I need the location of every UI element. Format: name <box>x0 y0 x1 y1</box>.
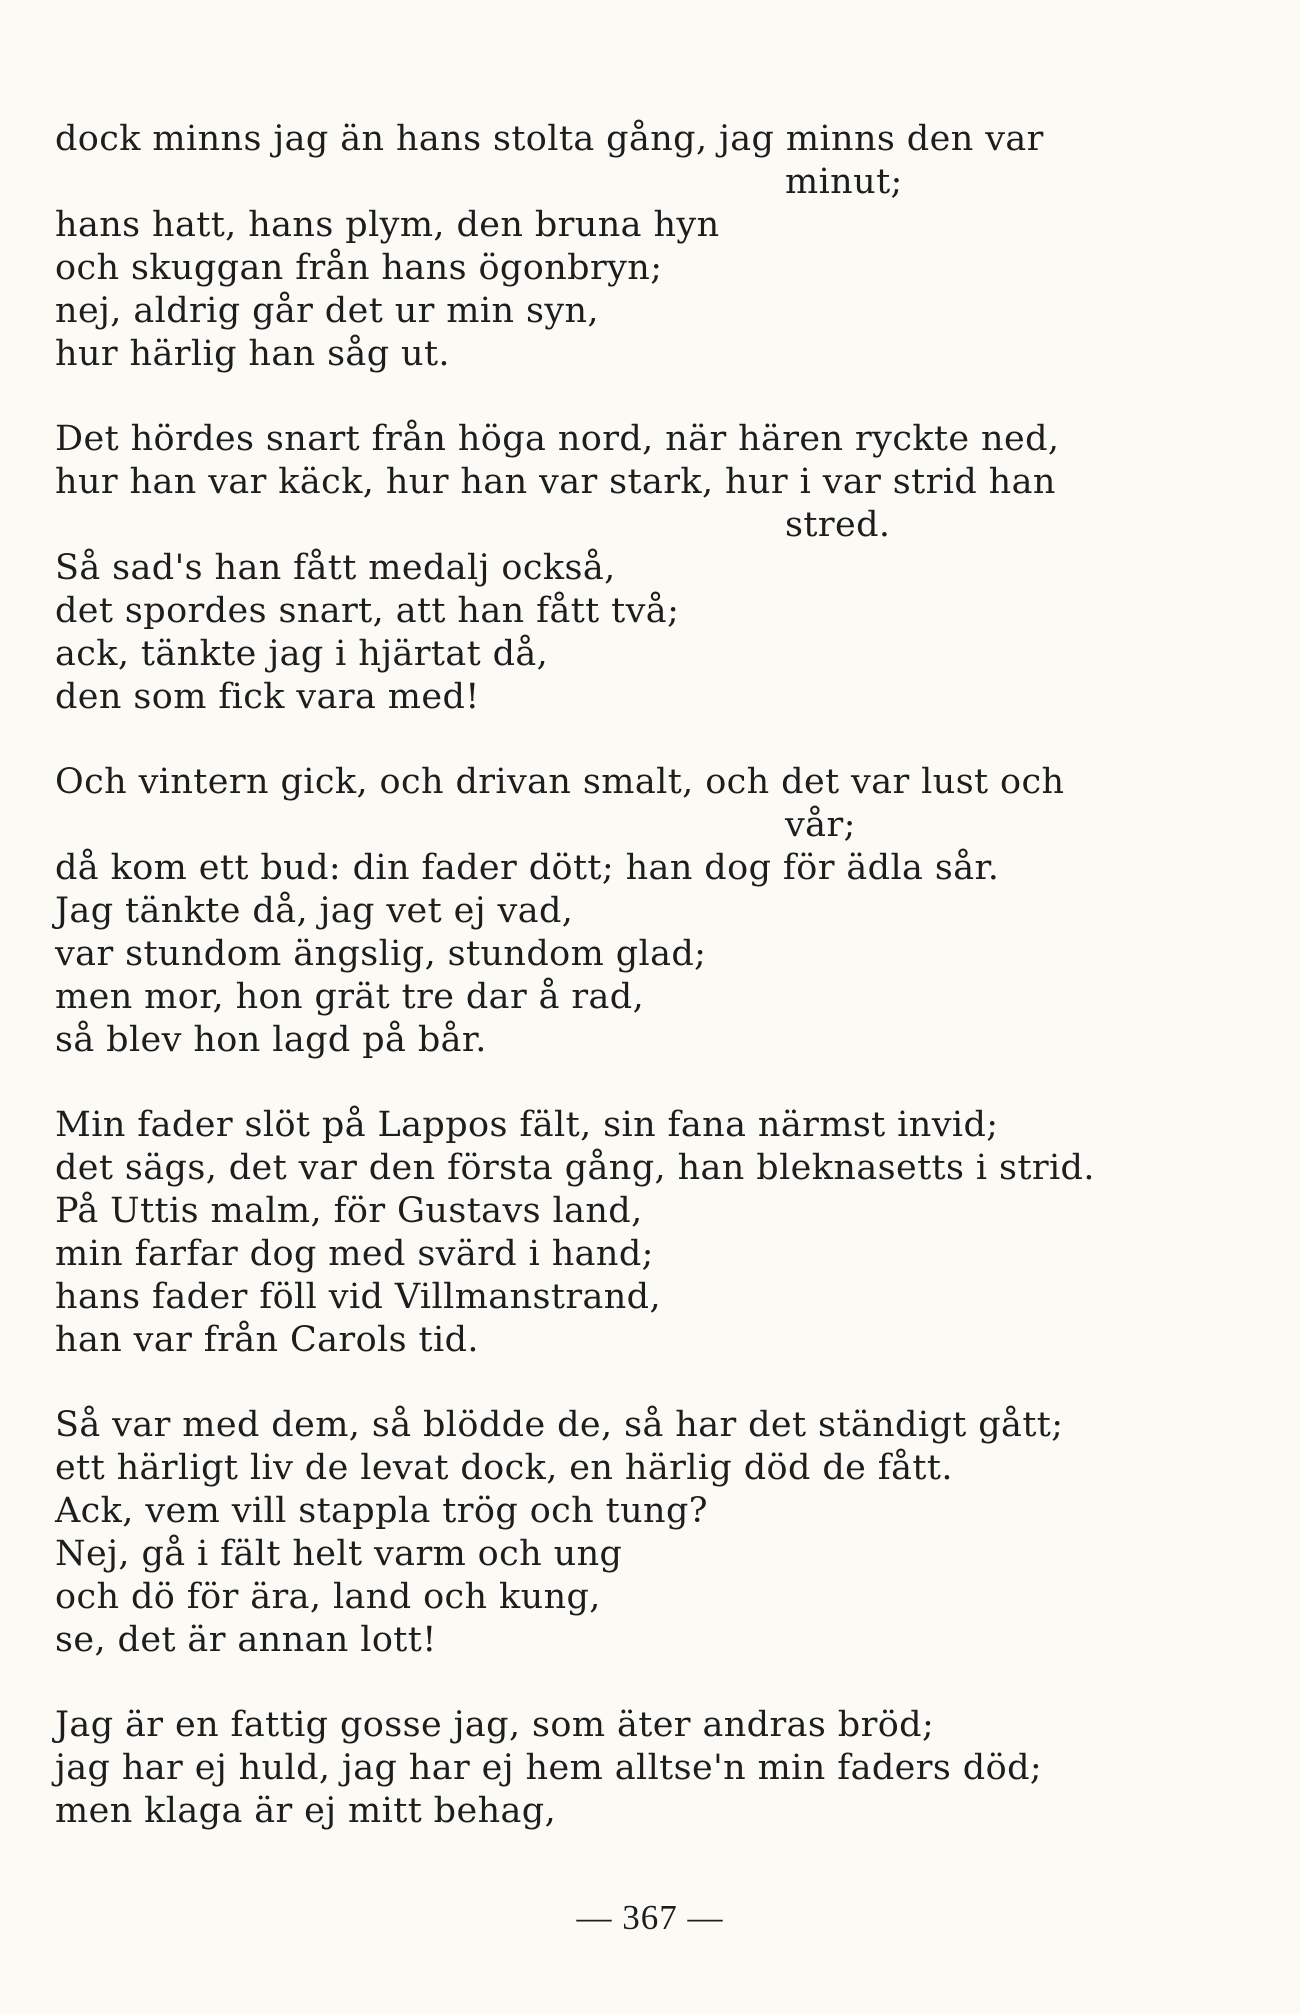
poem-line: det spordes snart, att han fått två; <box>55 591 680 631</box>
poem-line: Det hördes snart från höga nord, när hären ryckte ned, <box>55 419 1060 459</box>
poem-line: den som fick vara med! <box>55 677 480 717</box>
stanza <box>55 761 1145 1062</box>
poem-line: då kom ett bud: din fader dött; han dog för ädla sår. <box>55 848 1000 888</box>
poem-line: Jag tänkte då, jag vet ej vad, <box>55 891 574 931</box>
poem-line: Min fader slöt på Lappos fält, sin fana närmst invid; <box>55 1105 999 1145</box>
poem-line: ett härligt liv de levat dock, en härlig död de fått. <box>55 1448 953 1488</box>
poem-line: jag har ej huld, jag har ej hem alltse'n min faders död; <box>55 1748 1043 1788</box>
stanza <box>55 1404 1145 1662</box>
poem-line-continuation: vår; <box>785 805 856 845</box>
stanza <box>55 1104 1145 1362</box>
poem-line: han var från Carols tid. <box>55 1320 479 1360</box>
poem-line: nej, aldrig går det ur min syn, <box>55 291 599 331</box>
poem-line: Nej, gå i fält helt varm och ung <box>55 1534 623 1574</box>
poem-line: Och vintern gick, och drivan smalt, och det var lust och <box>55 762 1065 802</box>
poem-line: hur härlig han såg ut. <box>55 334 450 374</box>
poem-line: men mor, hon grät tre dar å rad, <box>55 977 645 1017</box>
poem-line: hur han var käck, hur han var stark, hur i var strid han <box>55 462 1056 502</box>
poem-line: Så var med dem, så blödde de, så har det ständigt gått; <box>55 1405 1064 1445</box>
poem-line: ack, tänkte jag i hjärtat då, <box>55 634 549 674</box>
poem-line: min farfar dog med svärd i hand; <box>55 1234 654 1274</box>
poem-line: men klaga är ej mitt behag, <box>55 1791 557 1831</box>
poem-line: och dö för ära, land och kung, <box>55 1577 601 1617</box>
poem-line-continuation: minut; <box>785 162 903 202</box>
poem-line: Så sad's han fått medalj också, <box>55 548 616 588</box>
poem-line: och skuggan från hans ögonbryn; <box>55 248 663 288</box>
page-number: — 367 — <box>576 1898 724 1937</box>
poem-line: hans fader föll vid Villmanstrand, <box>55 1277 662 1317</box>
poem-line: Jag är en fattig gosse jag, som äter andras bröd; <box>55 1705 935 1745</box>
poem-text <box>55 118 1145 1833</box>
stanza <box>55 118 1145 376</box>
poem-line: dock minns jag än hans stolta gång, jag minns den var <box>55 119 1044 159</box>
poem-line: Ack, vem vill stappla trög och tung? <box>55 1491 708 1531</box>
poem-line-continuation: stred. <box>785 505 891 545</box>
poem-line: hans hatt, hans plym, den bruna hyn <box>55 205 720 245</box>
poem-line: På Uttis malm, för Gustavs land, <box>55 1191 643 1231</box>
poem-line: så blev hon lagd på bår. <box>55 1020 487 1060</box>
poem-line: var stundom ängslig, stundom glad; <box>55 934 707 974</box>
poem-line: det sägs, det var den första gång, han bleknasetts i strid. <box>55 1148 1095 1188</box>
stanza <box>55 1704 1145 1833</box>
poem-line: se, det är annan lott! <box>55 1620 437 1660</box>
stanza <box>55 418 1145 719</box>
